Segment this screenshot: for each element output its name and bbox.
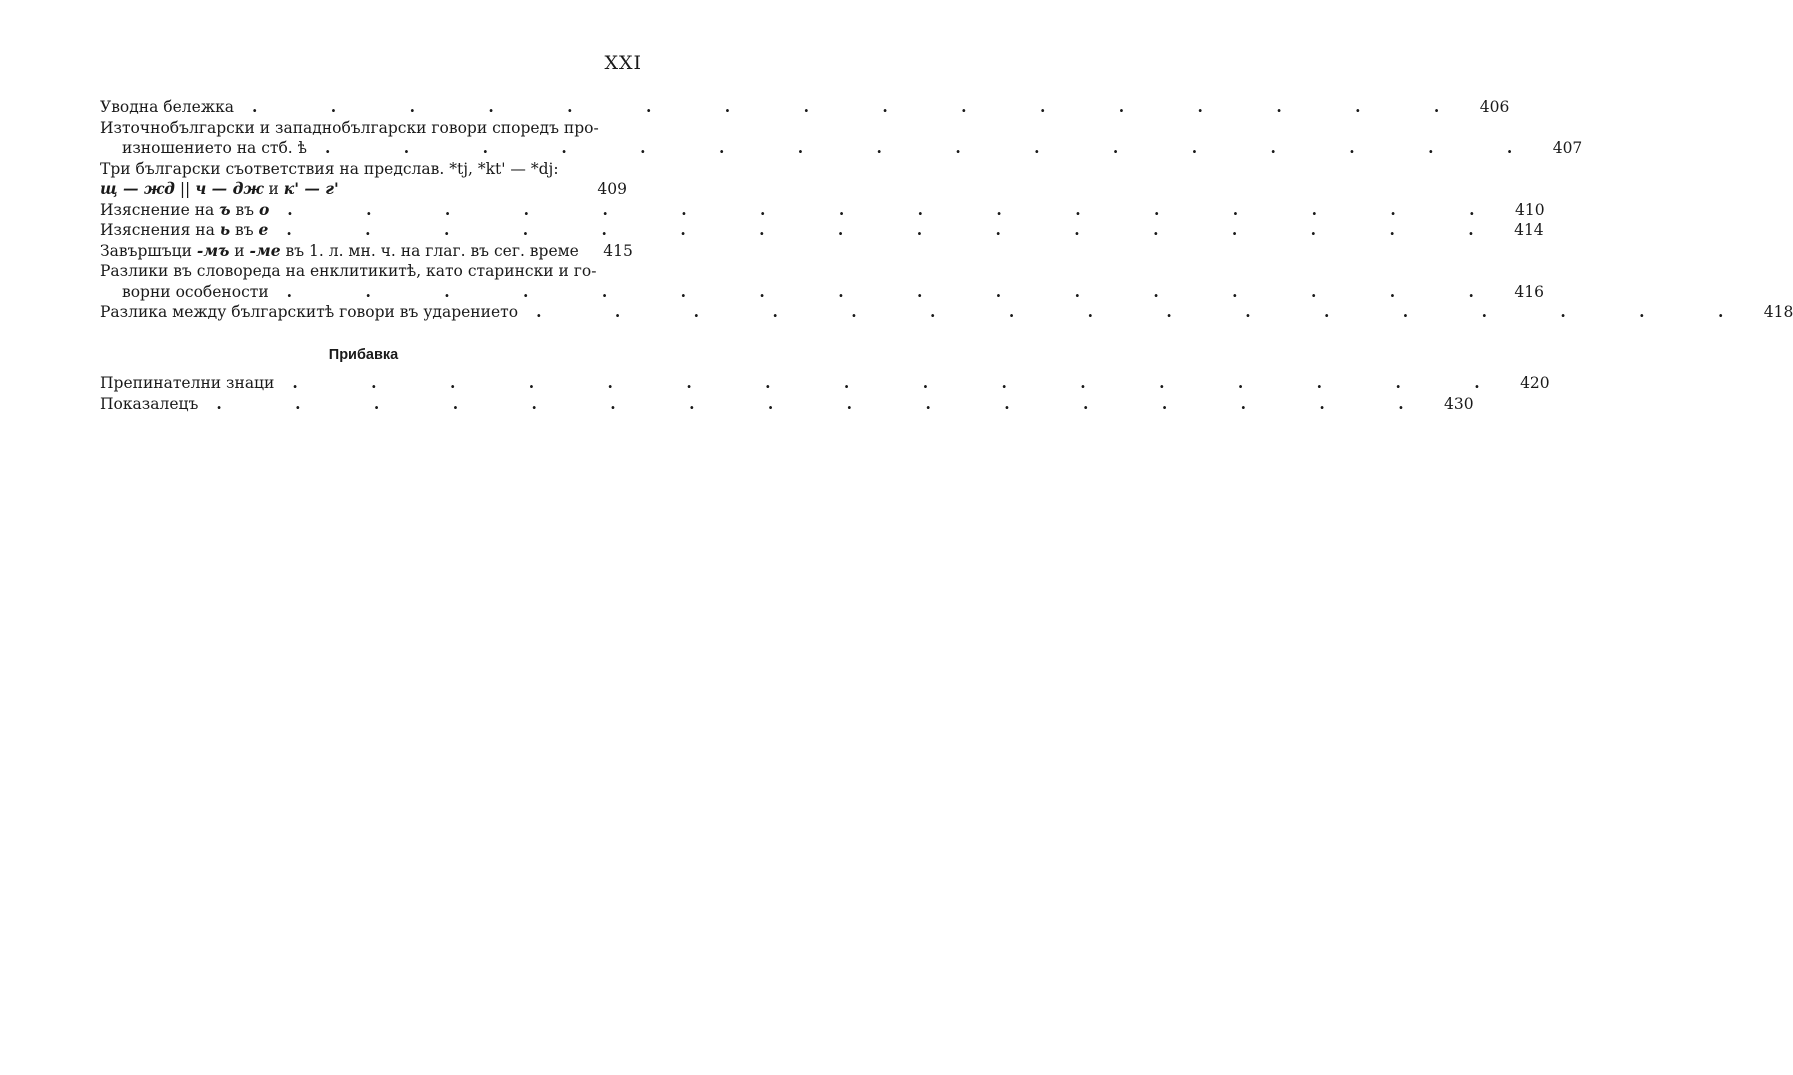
toc-entry-title	[100, 241, 579, 262]
toc-entry-title-line1: Източнобългарски и западнобългарски говори споредъ про-	[100, 118, 599, 137]
italic-term: к' — г'	[283, 179, 339, 198]
leader-dots: . . . . . . . . . . . . . . . .	[286, 220, 1508, 239]
toc-entry-east-west-dialects	[100, 118, 1583, 159]
italic-term: о	[258, 199, 270, 219]
italic-term: ь	[219, 220, 231, 239]
toc-entry-title: Уводна бележка	[100, 98, 235, 116]
toc-entry-punctuation	[100, 373, 1550, 394]
toc-entry-page: 414	[1514, 221, 1544, 239]
toc-entry-title-line2	[100, 179, 339, 200]
table-of-contents	[100, 97, 1793, 414]
toc-entry-title: Препинателни знаци	[100, 374, 275, 392]
leader-dots: . . . . . . . . . . . . . . . .	[536, 302, 1758, 321]
toc-entry-yer-to-o	[100, 199, 1545, 221]
text: въ 1. л. мн. ч. на глаг. въ сег. време	[280, 241, 579, 260]
section-heading-appendix: Прибавка	[328, 346, 399, 363]
toc-entry-page: 430	[1444, 394, 1474, 413]
toc-entry-title-line2: ворни особености	[122, 282, 269, 301]
toc-entry-title-line2: изношението на стб. ѣ	[122, 139, 307, 157]
text: Завършъци	[100, 241, 197, 260]
toc-entry-page: 415	[603, 241, 633, 260]
leader-dots: . . . . . . . . . . . . . . . .	[292, 373, 1514, 392]
toc-entry-page: 406	[1479, 98, 1510, 116]
text: въ	[230, 200, 259, 219]
text: Изяснение на	[100, 200, 220, 219]
toc-entry-page: 409	[597, 180, 627, 198]
toc-entry-page: 407	[1552, 139, 1583, 157]
toc-entry-page: 410	[1514, 200, 1545, 219]
toc-entry-three-correspondences	[100, 159, 627, 200]
leader-dots: . . . . . . . . . . . . . . . .	[216, 393, 1438, 413]
italic-term: ъ	[219, 199, 231, 219]
toc-entry-page: 418	[1763, 303, 1793, 321]
italic-term: -мъ	[196, 240, 230, 260]
toc-entry-title: Показалецъ	[100, 394, 199, 413]
italic-term: щ — жд	[100, 179, 175, 198]
text: въ	[230, 221, 259, 239]
toc-entry-enclitics	[100, 261, 1544, 302]
toc-entry-verb-endings	[100, 240, 633, 262]
toc-entry-page: 416	[1514, 282, 1544, 301]
leader-dots: . . . . . . . . . . . . . . . .	[252, 97, 1474, 116]
toc-entry-title-line1: Три български съответствия на предслав. *tj, *kt' — *dj:	[100, 159, 559, 178]
text: Изяснения на	[100, 221, 220, 239]
toc-entry-yer-to-e	[100, 220, 1544, 241]
conjunction: и	[263, 180, 284, 198]
text: и	[229, 241, 250, 260]
italic-term: ч — дж	[195, 179, 264, 198]
leader-dots: . . . . . . . . . . . . . . . .	[286, 281, 1508, 301]
italic-term: е	[258, 220, 269, 239]
leader-dots: . . . . . . . . . . . . . . . .	[287, 199, 1509, 219]
toc-entry-index	[100, 393, 1474, 415]
toc-entry-title	[100, 200, 269, 221]
toc-entry-introductory-note	[100, 97, 1510, 118]
toc-entry-title-line1: Разлики въ словореда на енклитикитѣ, като старински и го-	[100, 262, 597, 280]
toc-entry-page: 420	[1520, 374, 1550, 392]
italic-term: -ме	[249, 240, 281, 260]
toc-entry-title	[100, 220, 268, 241]
separator: ||	[174, 180, 196, 198]
toc-entry-title: Разлика между българскитѣ говори въ ударението	[100, 303, 519, 321]
leader-dots: . . . . . . . . . . . . . . . .	[325, 138, 1547, 157]
page-number: XXI	[604, 52, 642, 74]
toc-entry-stress-differences	[100, 302, 1793, 323]
